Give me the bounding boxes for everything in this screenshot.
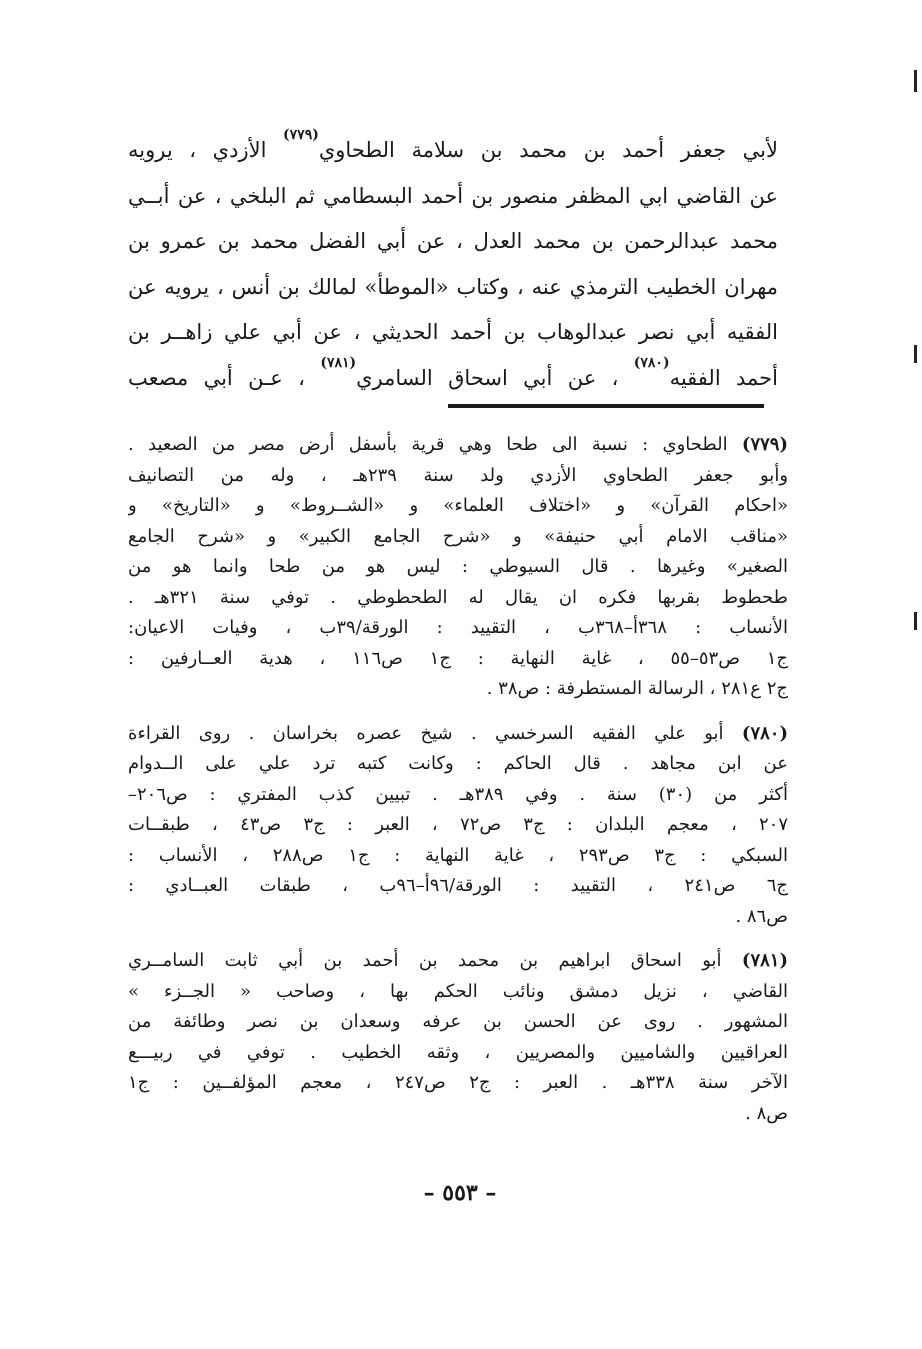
footnotes (128, 430, 788, 1143)
footnote-number: (٧٨٠) (741, 722, 788, 744)
main-line-4: مهران الخطيب الترمذي عنه ، وكتاب «الموطأ» لمالك بن أنس ، يرويه عن (128, 274, 778, 299)
footnote-line: ج٢ ع٢٨١ ، الرسالة المستطرفة : ص٣٨ . (486, 678, 788, 699)
footnote-line: السبكي : ج٣ ص٢٩٣ ، غاية النهاية : ج١ ص٢٨٨ ، الأنساب : (128, 844, 788, 866)
scan-edge-mark (914, 345, 917, 363)
footnote-line: ٢٠٧ ، معجم البلدان : ج٣ ص٧٢ ، العبر : ج٣ ص٤٣ ، طبقــات (128, 814, 788, 835)
footnote-781 (128, 946, 788, 1129)
footnote-line: (٧٧٩) الطحاوي : نسبة الى طحا وهي قرية بأسفل أرض مصر من الصعيد . (128, 434, 788, 455)
footnote-ref-779[interactable]: (٧٧٩) (283, 128, 319, 143)
footnote-line: الصغير» وغيرها . قال السيوطي : ليس هو من طحا وانما هو من (128, 556, 788, 577)
footnote-line: «احكام القرآن» و «اختلاف العلماء» و «الشــروط» و «التاريخ» و (128, 495, 788, 516)
footnote-number: (٧٨١) (741, 950, 788, 971)
footnote-line: ص٨ . (745, 1102, 788, 1124)
footnote-line: «مناقب الامام أبي حنيفة» و «شرح الجامع الكبير» و «شرح الجامع (128, 525, 788, 547)
footnote-line: عن ابن مجاهد . قال الحاكم : وكانت كتبه ترد علي على الــدوام (128, 753, 788, 774)
footnote-line: ص٨٦ . (735, 905, 788, 927)
footnote-line: وأبو جعفر الطحاوي الأزدي ولد سنة ٢٣٩هـ ، وله من التصانيف (128, 464, 788, 486)
main-line-3: محمد عبدالرحمن بن محمد العدل ، عن أبي الفضل محمد بن عمرو بن (128, 229, 778, 254)
scan-edge-mark (914, 612, 917, 630)
main-line-2: عن القاضي ابي المظفر منصور بن أحمد البسطامي ثم البلخي ، عن أبــي (128, 183, 778, 208)
scan-edge-mark (914, 70, 917, 92)
footnote-line: الأنساب : ٣٦٨أ–٣٦٨ب ، التقييد : الورقة/٣٩ب ، وفيات الاعيان: (128, 617, 788, 638)
main-line-5: الفقيه أبي نصر عبدالوهاب بن أحمد الحديثي ، عن أبي علي زاهــر بن (128, 320, 778, 345)
footnote-line: الآخر سنة ٣٣٨هـ . العبر : ج٢ ص٢٤٧ ، معجم المؤلفــين : ج١ (128, 1072, 788, 1093)
footnote-line: القاضي ، نزيل دمشق ونائب الحكم بها ، وصاحب « الجــزء » (128, 980, 788, 1002)
footnote-divider (448, 404, 764, 408)
page-number: – ٥٥٣ – (423, 1180, 497, 1206)
footnote-line: ج١ ص٥٣–٥٥ ، غاية النهاية : ج١ ص١١٦ ، هدية العــارفين : (128, 647, 788, 669)
main-line-6: أحمد الفقيه$^{(٧٨٠)}$ ، عن أبي اسحاق السامري$^{(٧٨١)}$ ، عـن أبي مصعب (128, 355, 778, 390)
footnote-line: ج٦ ص٢٤١ ، التقييد : الورقة/٩٦أ–٩٦ب ، طبقات العبــادي : (128, 875, 788, 896)
footnote-ref-780[interactable]: (٧٨٠) (633, 355, 670, 371)
footnote-line: (٧٨٠) أبو علي الفقيه السرخسي . شيخ عصره بخراسان . روى القراءة (128, 722, 788, 744)
footnote-780 (128, 719, 788, 933)
footnote-number: (٧٧٩) (741, 434, 788, 455)
footnote-ref-781[interactable]: (٧٨١) (320, 355, 357, 371)
footnote-line: العراقيين والشاميين والمصريين ، وثقه الخطيب . توفي في ربيـــع (128, 1041, 788, 1063)
footnote-line: (٧٨١) أبو اسحاق ابراهيم بن محمد بن أحمد بن أبي ثابت السامــري (128, 950, 788, 971)
footnote-line: أكثر من (٣٠) سنة . وفي ٣٨٩هـ . تبيين كذب المفتري : ص٢٠٦– (128, 783, 788, 805)
footnote-779 (128, 430, 788, 705)
main-line-1: لأبي جعفر أحمد بن محمد بن سلامة الطحاوي$^{(٧٧٩)}$ الأزدي ، يرويه (128, 128, 778, 162)
footnote-line: المشهور . روى عن الحسن بن عرفه وسعدان بن نصر وطائفة من (128, 1011, 788, 1032)
footnote-line: طحطوط بقربها فكره ان يقال له الطحطوطي . توفي سنة ٣٢١هـ . (128, 586, 788, 608)
main-text (128, 128, 778, 402)
